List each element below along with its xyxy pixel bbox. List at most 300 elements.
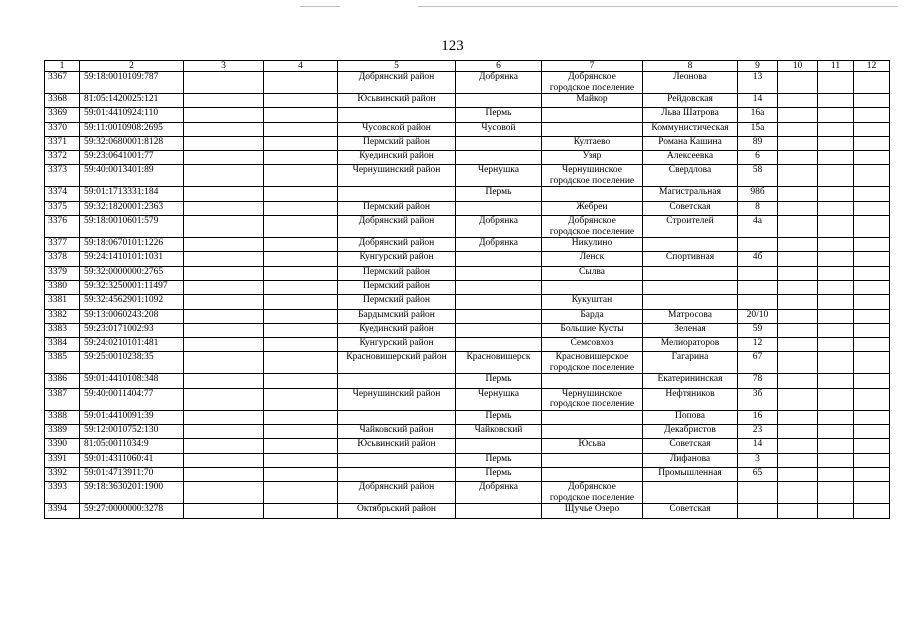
table-cell: Куединский район — [338, 323, 456, 337]
table-cell — [818, 72, 854, 94]
table-cell — [778, 94, 818, 108]
table-cell — [854, 94, 890, 108]
table-cell: Добрянское городское поселение — [542, 482, 643, 504]
table-cell — [818, 295, 854, 309]
table-cell: 59:27:0000000:3278 — [80, 504, 184, 518]
table-row — [45, 151, 890, 165]
table-cell — [854, 252, 890, 266]
table-cell: Барда — [542, 309, 643, 323]
table-cell: 78 — [738, 374, 778, 388]
table-cell — [264, 504, 338, 518]
table-cell — [854, 453, 890, 467]
table-cell — [264, 425, 338, 439]
table-cell: Октябрьский район — [338, 504, 456, 518]
table-cell: Куединский район — [338, 151, 456, 165]
table-cell — [643, 295, 738, 309]
table-cell: Пермь — [456, 410, 542, 424]
table-cell — [778, 151, 818, 165]
table-cell — [184, 410, 264, 424]
table-cell: Пермский район — [338, 295, 456, 309]
table-cell — [778, 504, 818, 518]
table-cell — [456, 439, 542, 453]
table-cell: 81:05:0011034:9 — [80, 439, 184, 453]
table-row — [45, 504, 890, 518]
table-cell — [184, 165, 264, 187]
table-cell: 3375 — [45, 201, 80, 215]
table-cell: Леонова — [643, 72, 738, 94]
table-row — [45, 467, 890, 481]
table-cell — [818, 309, 854, 323]
table-cell — [338, 410, 456, 424]
table-cell: Промышленная — [643, 467, 738, 481]
table-cell: 3385 — [45, 352, 80, 374]
table-cell — [643, 280, 738, 294]
table-cell — [818, 374, 854, 388]
table-cell — [778, 122, 818, 136]
table-row — [45, 187, 890, 201]
table-cell: 59:18:0010109:787 — [80, 72, 184, 94]
table-cell: 4а — [738, 216, 778, 238]
table-row — [45, 108, 890, 122]
table-cell: Жебреи — [542, 201, 643, 215]
table-cell: 3387 — [45, 388, 80, 410]
scan-artifact-right — [418, 6, 898, 7]
table-cell: 65 — [738, 467, 778, 481]
table-cell: 59:40:0011404:77 — [80, 388, 184, 410]
table-cell — [264, 352, 338, 374]
table-cell: 59:40:0013401:89 — [80, 165, 184, 187]
table-header-row — [45, 61, 890, 72]
table-cell — [456, 295, 542, 309]
table-cell — [456, 201, 542, 215]
table-cell — [643, 238, 738, 252]
table-cell — [818, 352, 854, 374]
table-cell — [184, 374, 264, 388]
table-cell: Чернушинское городское поселение — [542, 165, 643, 187]
column-header: 3 — [184, 61, 264, 72]
table-cell: Магистральная — [643, 187, 738, 201]
table-cell: 59:32:3250001:11497 — [80, 280, 184, 294]
table-cell: Пермь — [456, 108, 542, 122]
table-row — [45, 165, 890, 187]
table-cell — [818, 439, 854, 453]
table-row — [45, 136, 890, 150]
table-cell: 12 — [738, 338, 778, 352]
table-cell: 3389 — [45, 425, 80, 439]
table-cell: Сылва — [542, 266, 643, 280]
table-cell: 59:24:0210101:481 — [80, 338, 184, 352]
table-cell: Кунгурский район — [338, 338, 456, 352]
table-cell: Свердлова — [643, 165, 738, 187]
table-cell — [264, 388, 338, 410]
table-cell — [854, 482, 890, 504]
table-cell — [738, 482, 778, 504]
table-cell: 59:32:4562901:1092 — [80, 295, 184, 309]
table-cell — [854, 122, 890, 136]
table-cell — [643, 482, 738, 504]
table-cell — [818, 467, 854, 481]
table-cell — [264, 108, 338, 122]
table-cell: Алексеевка — [643, 151, 738, 165]
table-cell — [778, 187, 818, 201]
table-cell — [264, 453, 338, 467]
table-cell — [854, 151, 890, 165]
table-cell: Добрянский район — [338, 216, 456, 238]
table-cell: Семсовхоз — [542, 338, 643, 352]
table-cell — [778, 136, 818, 150]
table-cell — [778, 453, 818, 467]
table-cell — [456, 136, 542, 150]
table-cell: 58 — [738, 165, 778, 187]
table-cell: Красновишерское городское поселение — [542, 352, 643, 374]
column-header: 6 — [456, 61, 542, 72]
table-cell: 3 — [738, 453, 778, 467]
table-cell — [184, 122, 264, 136]
table-cell: Никулино — [542, 238, 643, 252]
table-cell: 59 — [738, 323, 778, 337]
table-cell — [338, 108, 456, 122]
table-cell — [184, 453, 264, 467]
table-cell: Большие Кусты — [542, 323, 643, 337]
table-cell: 14 — [738, 94, 778, 108]
table-cell — [818, 187, 854, 201]
table-cell: Майкор — [542, 94, 643, 108]
table-cell — [854, 165, 890, 187]
table-cell: Коммунистическая — [643, 122, 738, 136]
table-cell — [854, 504, 890, 518]
table-cell: Попова — [643, 410, 738, 424]
table-cell: Чусовой — [456, 122, 542, 136]
table-cell: Чернушка — [456, 388, 542, 410]
table-cell: Кунгурский район — [338, 252, 456, 266]
table-cell: 3382 — [45, 309, 80, 323]
table-cell: Пермский район — [338, 201, 456, 215]
table-cell: Спортивная — [643, 252, 738, 266]
table-cell — [542, 280, 643, 294]
table-cell: Красновишерск — [456, 352, 542, 374]
table-cell: 3384 — [45, 338, 80, 352]
table-cell: 3373 — [45, 165, 80, 187]
table-row — [45, 295, 890, 309]
table-cell — [264, 266, 338, 280]
table-cell — [456, 252, 542, 266]
table-cell: Добрянка — [456, 482, 542, 504]
table-cell — [184, 338, 264, 352]
table-row — [45, 72, 890, 94]
table-row — [45, 122, 890, 136]
table-cell: Юсьвинский район — [338, 439, 456, 453]
table-cell — [456, 504, 542, 518]
table-cell: 6 — [738, 151, 778, 165]
table-cell — [738, 266, 778, 280]
table-cell: Пермский район — [338, 266, 456, 280]
table-cell — [854, 467, 890, 481]
table-cell: Бардымский район — [338, 309, 456, 323]
table-cell — [264, 309, 338, 323]
table-cell — [818, 151, 854, 165]
table-cell — [778, 388, 818, 410]
table-cell — [264, 238, 338, 252]
table-cell: Мелиораторов — [643, 338, 738, 352]
table-cell — [818, 94, 854, 108]
table-cell — [264, 467, 338, 481]
table-cell: Романа Кашина — [643, 136, 738, 150]
table-cell — [854, 201, 890, 215]
table-cell — [854, 338, 890, 352]
table-cell: Лифанова — [643, 453, 738, 467]
table-cell: 8 — [738, 201, 778, 215]
table-cell — [818, 108, 854, 122]
column-header: 9 — [738, 61, 778, 72]
table-cell — [338, 374, 456, 388]
table-cell: Пермь — [456, 374, 542, 388]
table-cell — [818, 425, 854, 439]
table-cell — [818, 122, 854, 136]
table-cell — [778, 165, 818, 187]
table-cell: Добрянский район — [338, 482, 456, 504]
table-cell — [738, 238, 778, 252]
table-cell — [456, 338, 542, 352]
table-cell — [854, 216, 890, 238]
table-cell — [854, 425, 890, 439]
table-cell — [456, 280, 542, 294]
table-cell — [643, 266, 738, 280]
table-cell — [778, 425, 818, 439]
table-cell: 67 — [738, 352, 778, 374]
table-cell: Чернушинское городское поселение — [542, 388, 643, 410]
table-cell — [778, 338, 818, 352]
table-cell — [184, 504, 264, 518]
table-cell — [264, 338, 338, 352]
table-cell — [184, 425, 264, 439]
table-cell — [184, 72, 264, 94]
table-cell — [264, 187, 338, 201]
table-cell: Чернушинский район — [338, 388, 456, 410]
table-cell — [184, 108, 264, 122]
table-cell: 3б — [738, 388, 778, 410]
table-cell — [264, 323, 338, 337]
table-cell: 3383 — [45, 323, 80, 337]
table-cell — [338, 467, 456, 481]
table-cell: 3379 — [45, 266, 80, 280]
table-cell — [778, 374, 818, 388]
table-cell: 16 — [738, 410, 778, 424]
table-cell — [184, 467, 264, 481]
table-cell: 3378 — [45, 252, 80, 266]
table-cell: 59:12:0010752:130 — [80, 425, 184, 439]
table-cell: 59:01:4713911:70 — [80, 467, 184, 481]
column-header: 12 — [854, 61, 890, 72]
table-cell: Гагарина — [643, 352, 738, 374]
table-cell — [854, 238, 890, 252]
table-cell — [264, 439, 338, 453]
table-row — [45, 238, 890, 252]
table-cell — [778, 108, 818, 122]
table-cell — [854, 439, 890, 453]
table-cell: 3367 — [45, 72, 80, 94]
table-cell — [818, 453, 854, 467]
table-cell — [818, 136, 854, 150]
table-cell — [542, 467, 643, 481]
table-cell: Советская — [643, 439, 738, 453]
table-cell — [184, 136, 264, 150]
page-number: 123 — [441, 38, 464, 54]
table-cell: 98б — [738, 187, 778, 201]
table-cell: Добрянское городское поселение — [542, 216, 643, 238]
table-cell — [264, 72, 338, 94]
table-cell: 3393 — [45, 482, 80, 504]
table-cell: Кукуштан — [542, 295, 643, 309]
table-cell — [854, 108, 890, 122]
table-cell — [542, 374, 643, 388]
table-cell: 3374 — [45, 187, 80, 201]
table-cell: 59:23:0171002:93 — [80, 323, 184, 337]
table-cell: 4б — [738, 252, 778, 266]
table-cell: 3376 — [45, 216, 80, 238]
table-cell — [854, 72, 890, 94]
table-cell — [264, 280, 338, 294]
table-cell: 59:01:4311060:41 — [80, 453, 184, 467]
table-row — [45, 482, 890, 504]
table-row — [45, 338, 890, 352]
table-cell — [818, 266, 854, 280]
table-row — [45, 352, 890, 374]
table-cell: Зеленая — [643, 323, 738, 337]
table-cell: Пермь — [456, 467, 542, 481]
table-cell: 3372 — [45, 151, 80, 165]
table-row — [45, 323, 890, 337]
table-cell: Пермский район — [338, 280, 456, 294]
table-cell — [542, 425, 643, 439]
table-cell — [542, 187, 643, 201]
table-cell: Пермь — [456, 453, 542, 467]
table-cell: 59:13:0060243:208 — [80, 309, 184, 323]
table-cell: 20/10 — [738, 309, 778, 323]
table-cell — [854, 388, 890, 410]
table-cell — [854, 352, 890, 374]
table-cell: Добрянское городское поселение — [542, 72, 643, 94]
table-cell — [264, 482, 338, 504]
column-header: 2 — [80, 61, 184, 72]
table-cell: Пермь — [456, 187, 542, 201]
table-cell: 23 — [738, 425, 778, 439]
table-cell — [456, 94, 542, 108]
table-cell: 3381 — [45, 295, 80, 309]
table-cell: Добрянка — [456, 72, 542, 94]
table-cell: 81:05:1420025:121 — [80, 94, 184, 108]
table-cell: 3371 — [45, 136, 80, 150]
table-cell — [542, 122, 643, 136]
table-cell: Добрянка — [456, 216, 542, 238]
table-cell — [854, 374, 890, 388]
table-cell — [184, 252, 264, 266]
table-cell — [778, 216, 818, 238]
table-row — [45, 388, 890, 410]
table-cell: 3391 — [45, 453, 80, 467]
table-cell — [778, 201, 818, 215]
table-cell: 3370 — [45, 122, 80, 136]
table-cell — [818, 201, 854, 215]
table-cell: 59:01:1713331:184 — [80, 187, 184, 201]
column-header: 7 — [542, 61, 643, 72]
table-cell — [778, 323, 818, 337]
table-cell: 3380 — [45, 280, 80, 294]
table-cell: Чернушка — [456, 165, 542, 187]
table-cell — [778, 410, 818, 424]
table-cell: Рейдовская — [643, 94, 738, 108]
table-cell — [338, 187, 456, 201]
table-cell: Красновишерский район — [338, 352, 456, 374]
column-header: 5 — [338, 61, 456, 72]
table-cell — [818, 482, 854, 504]
column-header: 10 — [778, 61, 818, 72]
register-table — [44, 60, 890, 519]
table-cell — [184, 388, 264, 410]
table-cell: 59:18:0670101:1226 — [80, 238, 184, 252]
table-cell — [264, 374, 338, 388]
table-cell — [854, 323, 890, 337]
table-cell — [184, 482, 264, 504]
table-cell — [778, 72, 818, 94]
table-cell — [184, 439, 264, 453]
table-cell — [184, 201, 264, 215]
table-cell — [818, 252, 854, 266]
table-cell — [456, 266, 542, 280]
table-cell: 59:01:4410108:348 — [80, 374, 184, 388]
table-row — [45, 252, 890, 266]
table-cell: Чусовской район — [338, 122, 456, 136]
table-cell: 14 — [738, 439, 778, 453]
table-cell: Льва Шатрова — [643, 108, 738, 122]
table-row — [45, 309, 890, 323]
table-cell — [818, 165, 854, 187]
table-cell — [738, 295, 778, 309]
table-cell — [542, 453, 643, 467]
table-cell: Нефтяников — [643, 388, 738, 410]
column-header: 1 — [45, 61, 80, 72]
table-cell: 59:32:0680001:8128 — [80, 136, 184, 150]
table-cell: Матросова — [643, 309, 738, 323]
table-cell — [778, 439, 818, 453]
table-cell — [184, 266, 264, 280]
scan-artifact-left — [300, 6, 340, 7]
table-cell: Чайковский район — [338, 425, 456, 439]
table-row — [45, 439, 890, 453]
table-cell: Узяр — [542, 151, 643, 165]
table-cell — [184, 309, 264, 323]
table-cell: Добрянский район — [338, 72, 456, 94]
table-cell: 3394 — [45, 504, 80, 518]
table-cell: Строителей — [643, 216, 738, 238]
table-cell — [854, 280, 890, 294]
table-cell: Советская — [643, 201, 738, 215]
table-cell — [778, 266, 818, 280]
table-cell — [456, 151, 542, 165]
table-cell: Култаево — [542, 136, 643, 150]
table-cell: 59:23:0641001:77 — [80, 151, 184, 165]
table-cell — [542, 410, 643, 424]
table-row — [45, 374, 890, 388]
table-cell — [738, 504, 778, 518]
table-cell — [264, 136, 338, 150]
table-cell: 59:32:0000000:2765 — [80, 266, 184, 280]
table-cell — [456, 309, 542, 323]
table-cell — [738, 280, 778, 294]
table-cell: Добрянка — [456, 238, 542, 252]
table-cell: 59:11:0010908:2695 — [80, 122, 184, 136]
table-cell — [184, 295, 264, 309]
table-cell — [264, 151, 338, 165]
